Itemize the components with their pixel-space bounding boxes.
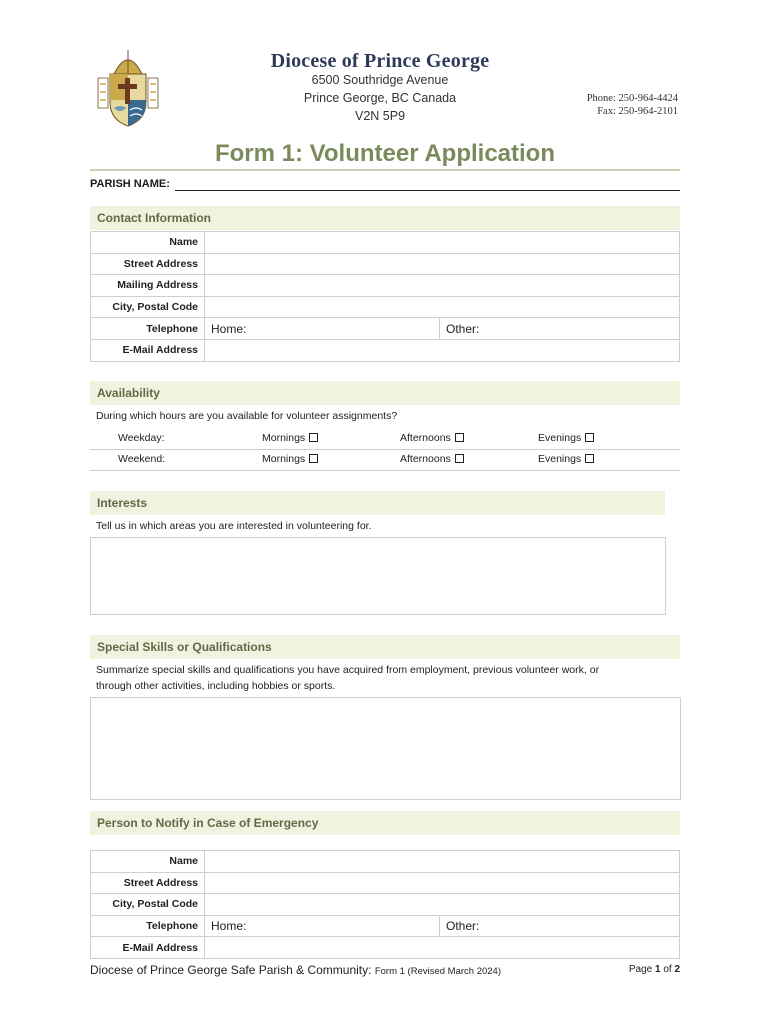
table-row <box>91 253 680 275</box>
page-total: 2 <box>674 964 680 975</box>
option-label: Evenings <box>538 453 582 465</box>
availability-section-header <box>90 381 680 405</box>
mailing-address-field[interactable] <box>205 275 680 297</box>
table-row <box>91 339 680 361</box>
parish-name-field[interactable] <box>175 190 680 191</box>
telephone-label: Telephone <box>91 318 205 340</box>
table-row <box>91 851 680 873</box>
interests-section-header <box>90 491 665 515</box>
email-field[interactable] <box>205 339 680 361</box>
skills-prompt-line-2: through other activities, including hobbies or sports. <box>96 680 336 692</box>
weekend-label: Weekend: <box>118 453 166 465</box>
telephone-other-field[interactable] <box>440 318 680 340</box>
skills-section-title: Special Skills or Qualifications <box>97 640 272 654</box>
name-field[interactable] <box>205 232 680 254</box>
phone-number: Phone: 250-964-4424 <box>586 93 678 104</box>
emergency-section-header <box>90 811 680 835</box>
other-label: Other: <box>446 919 480 934</box>
weekday-afternoons-option[interactable] <box>400 432 464 444</box>
emergency-email-field[interactable] <box>205 937 680 959</box>
option-label: Mornings <box>262 432 306 444</box>
home-label: Home: <box>211 919 247 934</box>
city-postal-label: City, Postal Code <box>91 894 205 916</box>
fax-number: Fax: 250-964-2101 <box>597 106 678 117</box>
street-address-field[interactable] <box>205 253 680 275</box>
availability-prompt: During which hours are you available for volunteer assignments? <box>96 410 398 422</box>
interests-prompt: Tell us in which areas you are interested in volunteering for. <box>96 520 372 532</box>
footer-title <box>90 963 501 977</box>
row-divider <box>90 449 680 450</box>
table-row <box>91 915 680 937</box>
street-address-label: Street Address <box>91 253 205 275</box>
table-row <box>91 232 680 254</box>
checkbox-icon[interactable] <box>455 454 464 463</box>
footer-org: Diocese of Prince George Safe Parish & Community: <box>90 963 372 977</box>
emergency-table <box>90 850 680 959</box>
checkbox-icon[interactable] <box>309 433 318 442</box>
emergency-section-title: Person to Notify in Case of Emergency <box>97 816 319 830</box>
option-label: Evenings <box>538 432 582 444</box>
emergency-street-address-field[interactable] <box>205 872 680 894</box>
table-row <box>91 937 680 959</box>
name-label: Name <box>91 851 205 873</box>
other-label: Other: <box>446 321 480 336</box>
contact-section-header <box>90 206 680 230</box>
interests-textarea[interactable] <box>90 537 666 615</box>
parish-name-label: PARISH NAME: <box>90 178 170 190</box>
email-label: E-Mail Address <box>91 339 205 361</box>
option-label: Afternoons <box>400 453 451 465</box>
telephone-label: Telephone <box>91 915 205 937</box>
row-divider <box>90 470 680 471</box>
address-line-2: Prince George, BC Canada <box>303 91 457 105</box>
name-label: Name <box>91 232 205 254</box>
contact-table <box>90 231 680 362</box>
city-postal-field[interactable] <box>205 296 680 318</box>
table-row <box>91 318 680 340</box>
emergency-telephone-home-field[interactable] <box>205 915 440 937</box>
option-label: Mornings <box>262 453 306 465</box>
street-address-label: Street Address <box>91 872 205 894</box>
telephone-home-field[interactable] <box>205 318 440 340</box>
contact-section-title: Contact Information <box>97 211 211 225</box>
table-row <box>91 275 680 297</box>
emergency-telephone-other-field[interactable] <box>440 915 680 937</box>
page-of: of <box>663 964 672 975</box>
interests-section-title: Interests <box>97 496 148 510</box>
city-postal-label: City, Postal Code <box>91 296 205 318</box>
table-row <box>91 894 680 916</box>
weekday-label: Weekday: <box>118 432 165 444</box>
skills-textarea[interactable] <box>90 697 681 800</box>
address-line-1: 6500 Southridge Avenue <box>311 73 449 87</box>
table-row <box>91 296 680 318</box>
checkbox-icon[interactable] <box>585 433 594 442</box>
skills-section-header <box>90 635 680 659</box>
weekend-mornings-option[interactable] <box>262 453 318 465</box>
page-number: 1 <box>654 964 661 975</box>
postal-code: V2N 5P9 <box>354 109 406 123</box>
checkbox-icon[interactable] <box>455 433 464 442</box>
emergency-city-postal-field[interactable] <box>205 894 680 916</box>
checkbox-icon[interactable] <box>585 454 594 463</box>
form-title: Form 1: Volunteer Application <box>214 140 556 167</box>
weekday-evenings-option[interactable] <box>538 432 594 444</box>
email-label: E-Mail Address <box>91 937 205 959</box>
weekend-evenings-option[interactable] <box>538 453 594 465</box>
diocese-crest-icon <box>94 44 162 128</box>
checkbox-icon[interactable] <box>309 454 318 463</box>
weekend-afternoons-option[interactable] <box>400 453 464 465</box>
home-label: Home: <box>211 321 247 336</box>
emergency-name-field[interactable] <box>205 851 680 873</box>
title-divider <box>90 169 680 171</box>
availability-section-title: Availability <box>97 386 160 400</box>
organization-name: Diocese of Prince George <box>270 50 490 72</box>
option-label: Afternoons <box>400 432 451 444</box>
page-indicator <box>629 964 680 975</box>
weekday-mornings-option[interactable] <box>262 432 318 444</box>
mailing-address-label: Mailing Address <box>91 275 205 297</box>
skills-prompt-line-1: Summarize special skills and qualifications you have acquired from employment, previous volunteer work, or <box>96 664 600 676</box>
page-prefix: Page <box>628 964 653 975</box>
table-row <box>91 872 680 894</box>
footer-form-revision: Form 1 (Revised March 2024) <box>374 966 501 977</box>
